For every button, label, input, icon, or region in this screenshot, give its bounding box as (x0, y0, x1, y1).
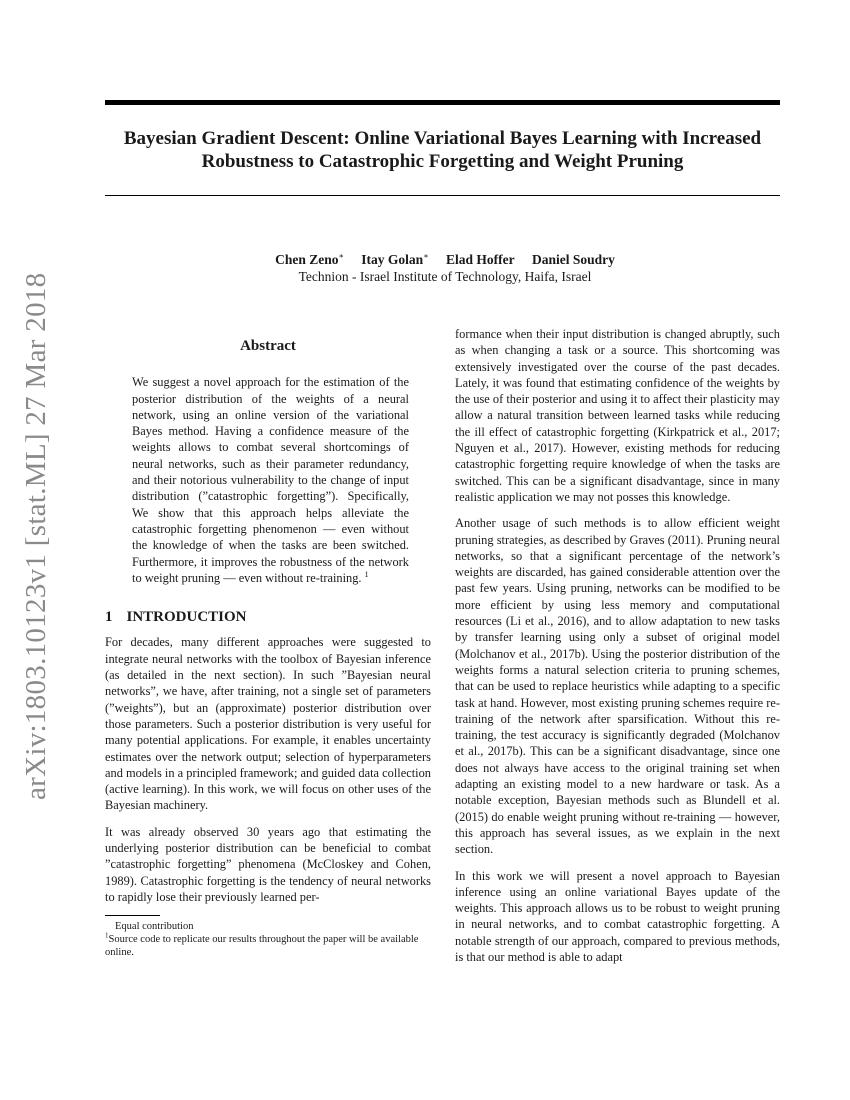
right-column (455, 326, 780, 975)
abstract-heading: Abstract (240, 338, 296, 354)
author-block (200, 251, 690, 285)
paper-title (105, 127, 780, 173)
section-heading-introduction (105, 609, 431, 625)
section-number: 1 (105, 609, 113, 626)
equal-contribution-mark: ∗ (423, 251, 429, 261)
title-line-1: Bayesian Gradient Descent: Online Variational Bayes Learning with Increased (123, 128, 762, 149)
arxiv-identifier: arXiv:1803.10123v1 [stat.ML] 27 Mar 2018 (20, 272, 52, 800)
equal-contribution-mark: ∗ (338, 251, 344, 261)
footnotes (105, 920, 431, 959)
title-line-2: Robustness to Catastrophic Forgetting and Weight Pruning (201, 151, 684, 172)
abstract-body (132, 374, 409, 586)
author-name: Itay Golan∗ (361, 251, 429, 267)
author-name: Chen Zeno∗ (275, 251, 344, 267)
footnote-equal-contribution: Equal contribution (115, 921, 194, 933)
paragraph: For decades, many different approaches were suggested to integrate neural networks with the toolbox of Bayesian inference (as detailed in the next section). In such ”Bayesian neural networks”, we have, after training, not a single set of parameters (”weights”), but an (approximate) posterior distribution over those parameters. Such a posterior distribution is very useful for many potential applications. For example, it enables uncertainty estimates over the network output; selection of hyperparameters and models in a principled framework; and guided data collection (active learning). In this work, we will focus on other uses of the Bayesian machinery. (105, 635, 431, 813)
paragraph: Another usage of such methods is to allow efficient weight pruning strategies, as described by Graves (2011). Pruning neural networks, so that a significant percentage of the network’s weights are discarded, has gained considerable attention over the past few years. Using pruning, networks can be modified to be more efficient by using less memory and computational resources (Li et al., 2016), and to allow adaptation to new tasks by transfer learning using only a subset of original model (Molchanov et al., 2017b). Using the posterior distribution of the weights forms a natural selection criteria to pruning schemes, that can be used to replace heuristics while adapting to a specific task at hand. However, most existing pruning schemes require re-training of the network after sparsification. Without this re-training, the test accuracy is significantly degraded (Molchanov et al., 2017b). This can be a significant disadvantage, since one does not always have access to the original training set when adapting an existing model to a new hardware or task. As a notable exception, Bayesian methods such as Blundell et al. (2015) do enable weight pruning without re-training — however, this approach has several issues, as we explain in the next section. (455, 516, 780, 857)
section-title: INTRODUCTION (126, 609, 247, 626)
abstract-text: We suggest a novel approach for the estimation of the posterior distribution of the weights of a neural network, using an online version of the variational Bayes method. Having a confidence measure of the weights allows to combat several shortcomings of neural networks, such as their parameter redundancy, and their notorious vulnerability to the change of input distribution (”catastrophic forgetting”). Specifically, We show that this approach helps alleviate the catastrophic forgetting phenomenon — even without the knowledge of when the tasks are been switched. Furthermore, it improves the robustness of the network to weight pruning — even without re-training. (132, 375, 409, 585)
title-rule-bottom (105, 195, 780, 196)
title-rule-top (105, 100, 780, 105)
author-names (200, 251, 690, 268)
author-name: Elad Hoffer (446, 252, 515, 267)
footnote-rule (105, 915, 160, 916)
author-affiliation: Technion - Israel Institute of Technology, Haifa, Israel (298, 269, 592, 284)
footnote-1: $^1$Source code to replicate our results throughout the paper will be available online. (105, 931, 419, 959)
left-column (105, 332, 431, 959)
paragraph: It was already observed 30 years ago that estimating the underlying posterior distribution can be beneficial to combat ”catastrophic forgetting” phenomena (McCloskey and Cohen, 1989). Catastrophic forgetting is the tendency of neural networks to rapidly lose their previously learned per- (105, 824, 431, 904)
footnote-ref: 1 (364, 569, 369, 579)
author-name: Daniel Soudry (532, 252, 615, 267)
paragraph: In this work we will present a novel approach to Bayesian inference using an online variational Bayes update of the weights. This approach allows us to be robust to weight pruning in neural networks, and to combat catastrophic forgetting. A notable strength of our approach, compared to previous methods, is that our method is able to adapt (455, 868, 780, 964)
paragraph: formance when their input distribution is changed abruptly, such as when changing a task or a source. This shortcoming was extensively investigated over the course of the past decades. Lately, it was found that estimating confidence of the weights by the use of their posterior and using it to affect their plasticity may allow a natural transition between learned tasks while reducing the ill effect of catastrophic forgetting (Kirkpatrick et al., 2017; Nguyen et al., 2017). However, existing methods for reducing catastrophic forgetting require knowledge of when the tasks are switched. This can be a significant disadvantage, since in many realistic application we may not posses this knowledge. (455, 327, 780, 504)
